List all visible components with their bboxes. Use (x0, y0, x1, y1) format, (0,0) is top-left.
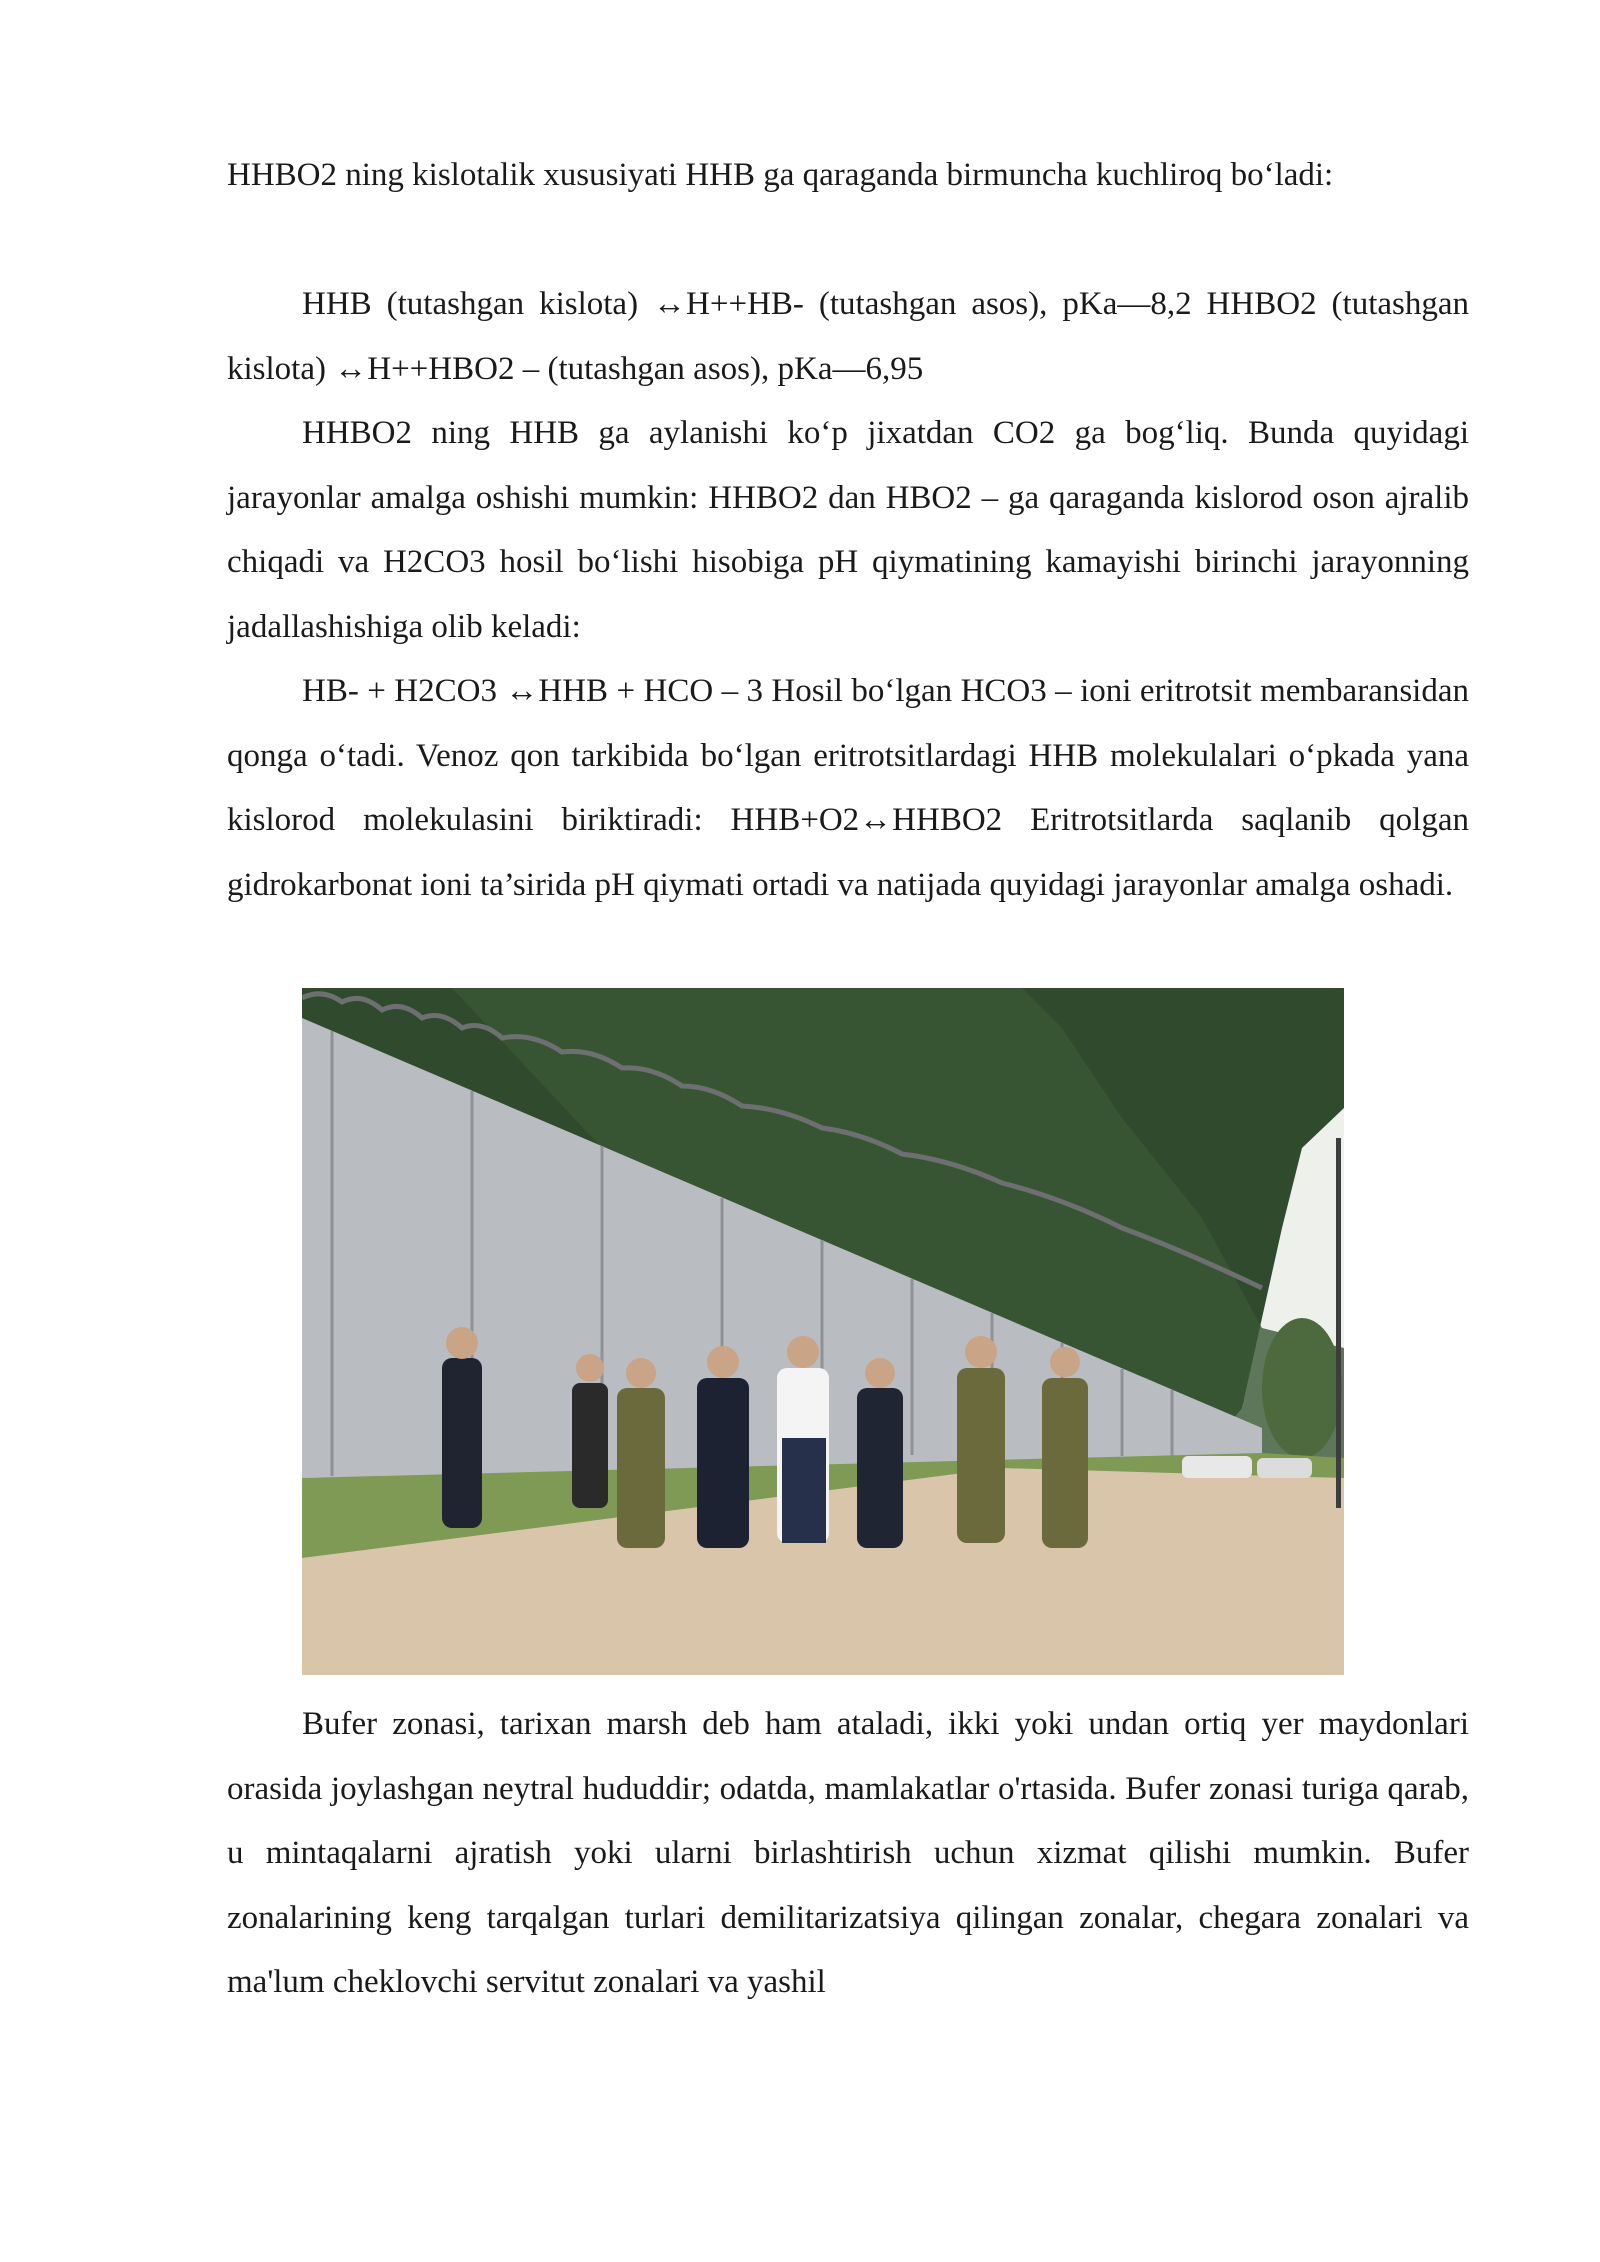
paragraph-bicarbonate: HB- + H2CO3 ↔HHB + HCO – 3 Hosil bo‘lgan HCO3 – ioni eritrotsit membaransidan qonga o‘tadi. Venoz qon tarkibida bo‘lgan eritrotsitlardagi HHB molekulalari o‘pkada yana kislorod molekulasini biriktiradi: HHB+O2↔HHBO2 Eritrotsitlarda saqlanib qolgan gidrokarbonat ioni ta’sirida pH qiymati ortadi va natijada quyidagi jarayonlar amalga oshadi. (227, 673, 1469, 903)
border-fence-photo (302, 988, 1344, 1675)
paragraph-co2-dependence: HHBO2 ning HHB ga aylanishi ko‘p jixatdan CO2 ga bog‘liq. Bunda quyidagi jarayonlar amalga oshishi mumkin: HHBO2 dan HBO2 – ga qaraganda kislorod oson ajralib chiqadi va H2CO3 hosil bo‘lishi hisobiga pH qiymatining kamayishi birinchi jarayonning jadallashishiga olib keladi: (227, 415, 1469, 645)
paragraph-hhbo2-acidity: HHBO2 ning kislotalik xususiyati HHB ga qaraganda birmuncha kuchliroq bo‘ladi: (227, 157, 1334, 193)
paragraph-buffer-zone: Bufer zonasi, tarixan marsh deb ham ataladi, ikki yoki undan ortiq yer maydonlari orasida joylashgan neytral hududdir; odatda, mamlakatlar o'rtasida. Bufer zonasi turiga qarab, u mintaqalarni ajratish yoki ularni birlashtirish uchun xizmat qilishi mumkin. Bufer zonalarining keng tarqalgan turlari demilitarizatsiya qilingan zonalar, chegara zonalari va ma'lum cheklovchi servitut zonalari va yashil (227, 1706, 1469, 2000)
paragraph-equilibria: HHB (tutashgan kislota) ↔H++HB- (tutashgan asos), pKa—8,2 HHBO2 (tutashgan kislota) ↔H++HBO2 – (tutashgan asos), pKa—6,95 (227, 286, 1469, 387)
